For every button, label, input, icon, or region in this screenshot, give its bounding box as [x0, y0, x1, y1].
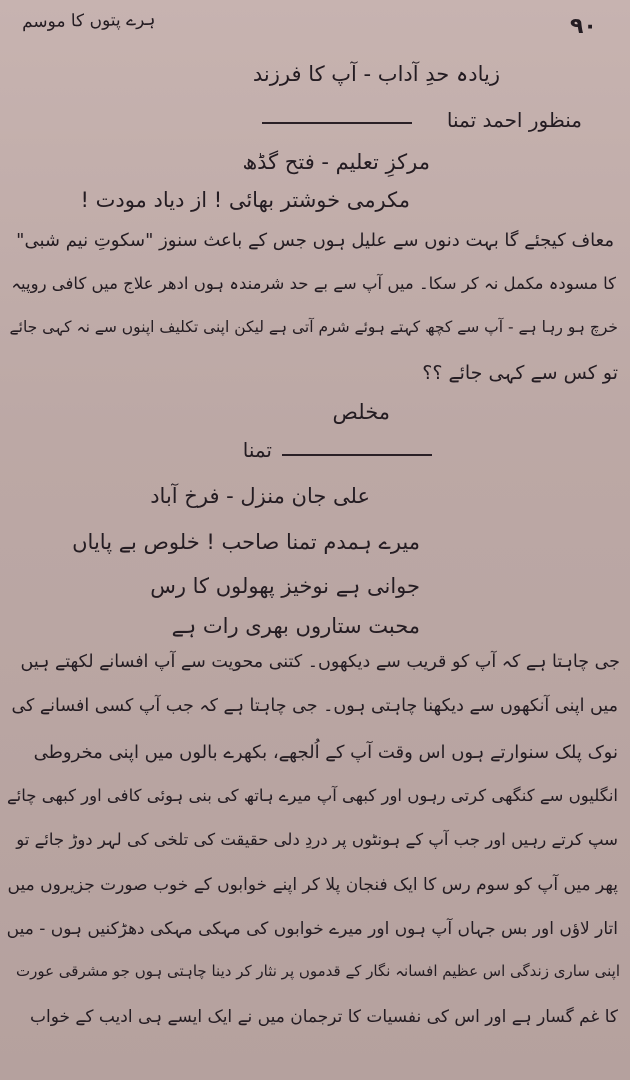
letter-place: علی جان منزل - فرخ آباد [150, 484, 370, 508]
signature: منظور احمد تمنا [446, 108, 582, 132]
running-title: ہرے پتوں کا موسم [21, 9, 156, 33]
letter-body-line: جی چاہتا ہے کہ آپ کو قریب سے دیکھوں۔ کتنی محویت سے آپ افسانے لکھتے ہیں [20, 652, 620, 672]
letter-body-line: خرچ ہو رہا ہے - آپ سے کچھ کہتے ہوئے شرم آتی ہے لیکن اپنی تکلیف اپنوں سے نہ کہی جائے [9, 318, 618, 336]
letter-body-line: کا غم گسار ہے اور اس کی نفسیات کا ترجمان میں نے ایک ایسے ہی ادیب کے خواب [29, 1007, 618, 1027]
letter-body-line: انگلیوں سے کنگھی کرتی رہوں اور کبھی آپ میرے ہاتھ کی بنی ہوئی کافی اور کبھی چائے [7, 786, 618, 805]
letter-salutation: مکرمی خوشتر بھائی ! از دیاد مودت ! [80, 188, 410, 212]
letter-body-line: سپ کرتے رہیں اور جب آپ کے ہونٹوں پر دردِ دلی حقیقت کی تلخی کی لہر دوڑ جائے تو [16, 830, 618, 849]
verse-line: جوانی ہے نوخیز پھولوں کا رس [150, 574, 420, 598]
page-number: ۹۰ [570, 14, 597, 39]
signature-rule [262, 122, 412, 124]
letter-body-line: اتار لاؤں اور بس جہاں آپ ہوں اور میرے خوابوں کی مہکی مہکی دھڑکنیں ہوں - میں [6, 919, 618, 939]
letter-body-line: کا مسودہ مکمل نہ کر سکا۔ میں آپ سے بے حد شرمندہ ہوں ادھر علاج میں کافی روپیہ [11, 274, 616, 293]
verse-line: میرے ہمدم تمنا صاحب ! خلوص بے پایاں [72, 530, 420, 554]
letter-body-line: معاف کیجئے گا بہت دنوں سے علیل ہوں جس کے باعث سنوز "سکوتِ نیم شبی" [16, 230, 614, 251]
letter-body-line: تو کس سے کہی جائے ؟؟ [422, 362, 618, 384]
closing-line: زیادہ حدِ آداب - آپ کا فرزند [252, 62, 500, 86]
letter-place: مرکزِ تعلیم - فتح گڈھ [242, 150, 430, 174]
signature: تمنا [242, 438, 272, 462]
signature-rule [282, 454, 432, 456]
letter-closing: مخلص [332, 400, 390, 424]
letter-body-line: میں اپنی آنکھوں سے دیکھنا چاہتی ہوں۔ جی چاہتا ہے کہ جب آپ کسی افسانے کی [11, 696, 618, 716]
letter-body-line: پھر میں آپ کو سوم رس کا ایک فنجان پلا کر اپنے خوابوں کے خوب صورت جزیروں میں [7, 875, 618, 895]
letter-body-line: اپنی ساری زندگی اس عظیم افسانہ نگار کے قدموں پر نثار کر دینا چاہتی ہوں جو مشرقی عورت [15, 962, 620, 980]
letter-body-line: نوک پلک سنوارتے ہوں اس وقت آپ کے اُلجھے، بکھرے بالوں میں اپنی مخروطی [33, 742, 618, 763]
verse-line: محبت ستاروں بھری رات ہے [171, 614, 420, 638]
